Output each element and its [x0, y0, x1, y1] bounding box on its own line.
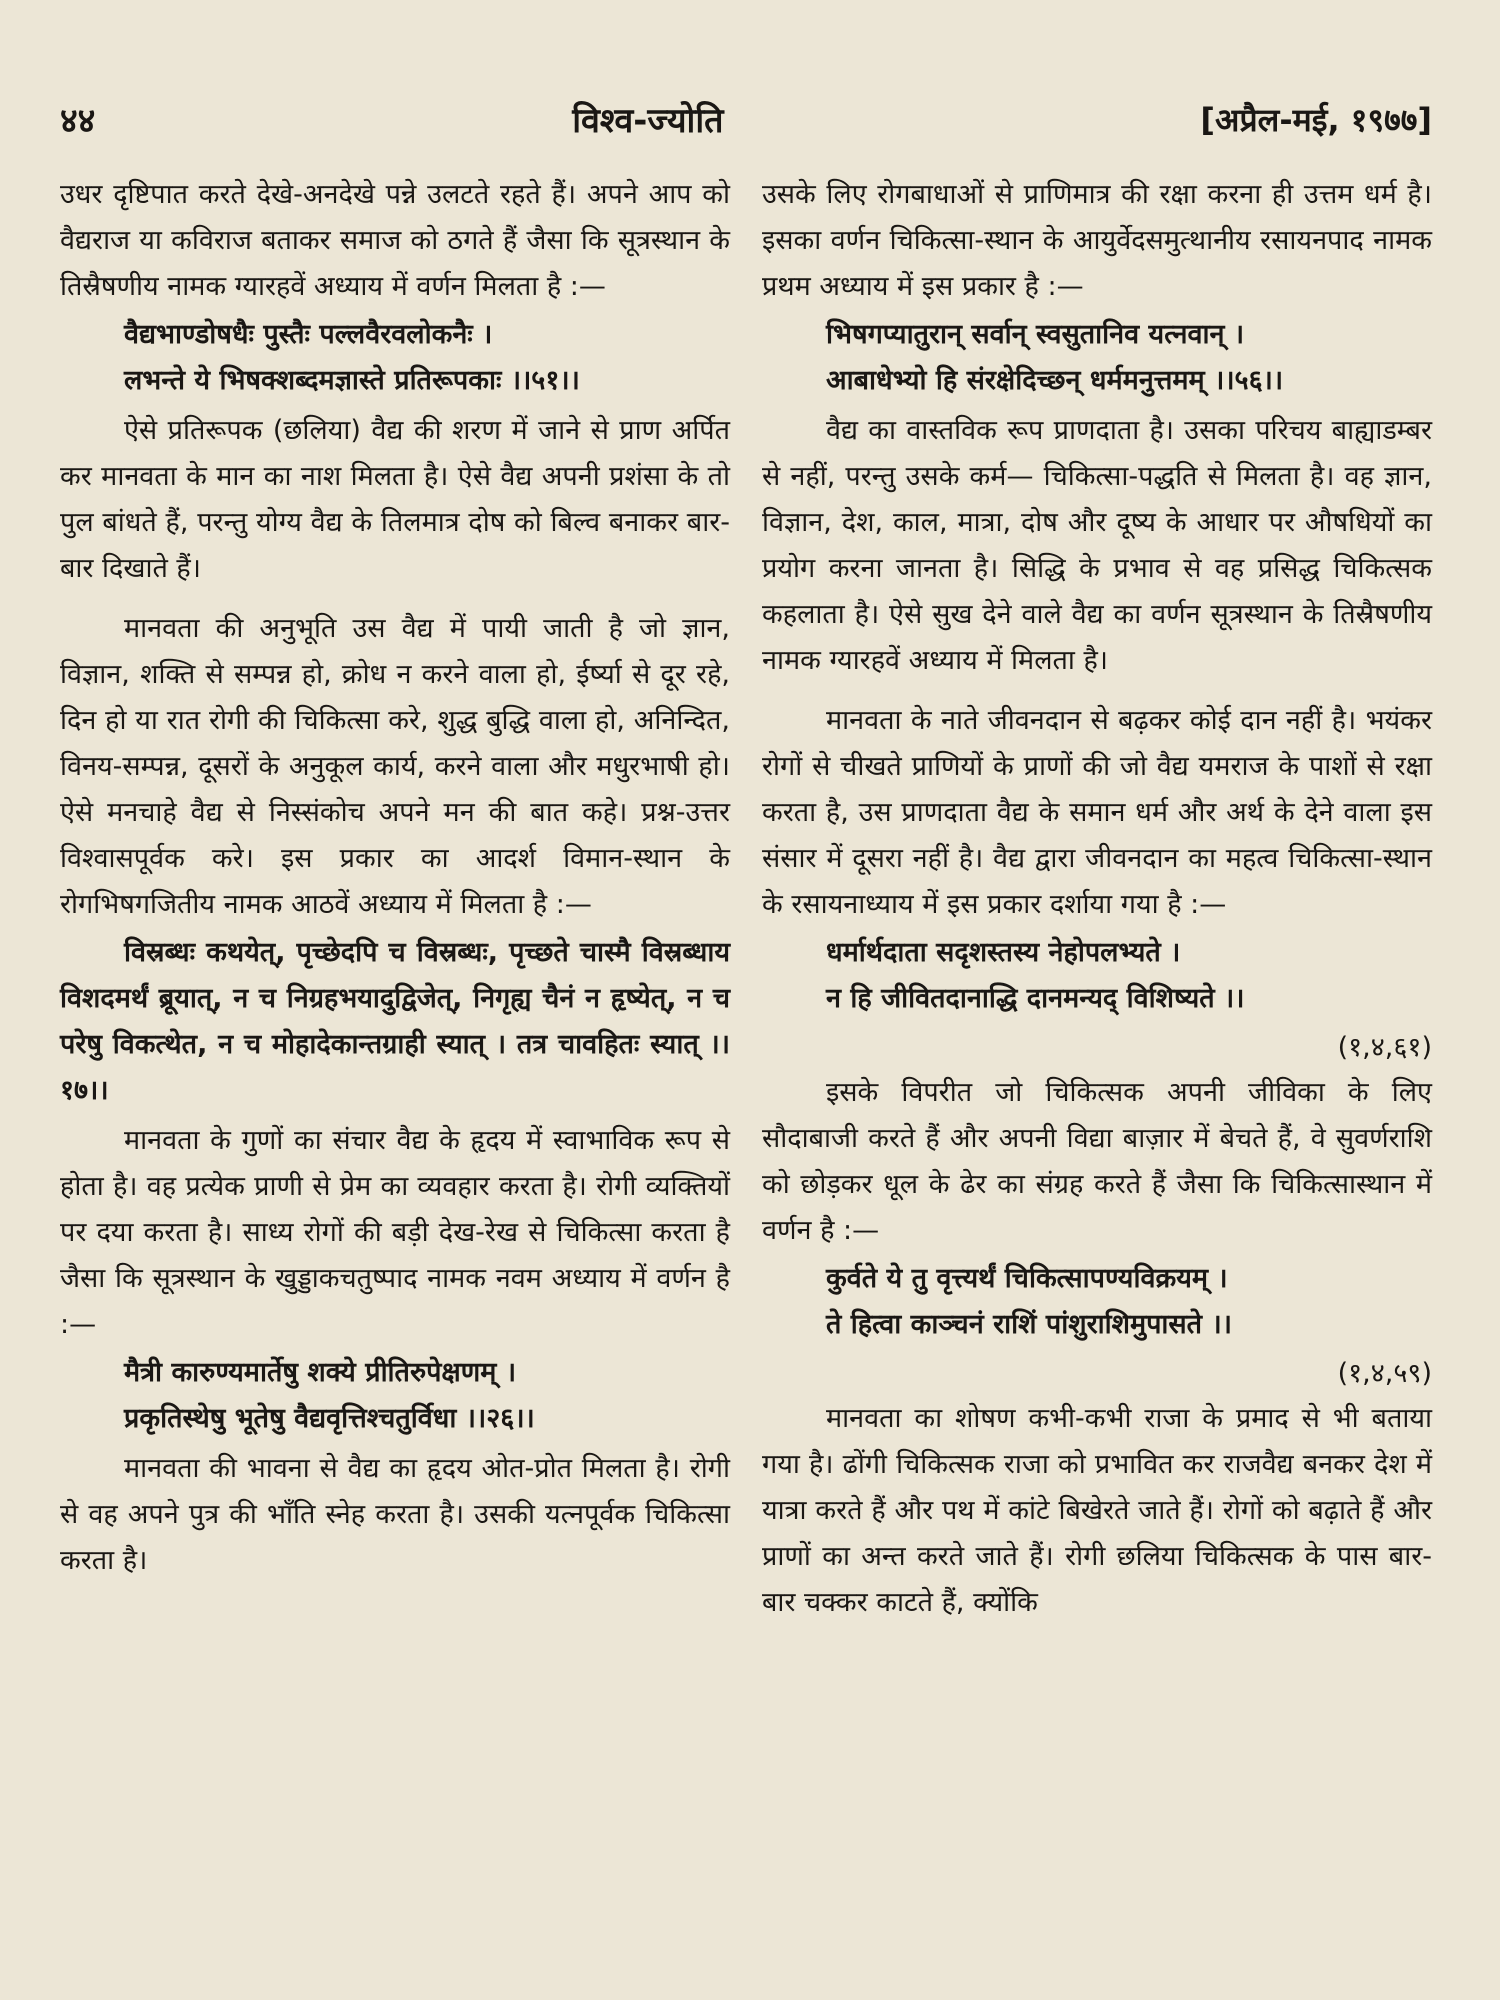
verse-line: भिषगप्यातुरान् सर्वान् स्वसुतानिव यत्नवान् ।: [826, 319, 1245, 350]
paragraph: मानवता की भावना से वैद्य का हृदय ओत-प्रोत मिलता है। रोगी से वह अपने पुत्र की भाँति स्नेह करता है। उसकी यत्नपूर्वक चिकित्सा करता है।: [60, 1453, 730, 1576]
paragraph: मानवता का शोषण कभी-कभी राजा के प्रमाद से भी बताया गया है। ढोंगी चिकित्सक राजा को प्रभावित कर राजवैद्य बनकर देश में यात्रा करते हैं और पथ में कांटे बिखेरते जाते हैं। रोगों को बढ़ाते हैं और प्राणों का अन्त करते जाते हैं। रोगी छलिया चिकित्सक के पास बार-बार चक्कर काटते हैं, क्योंकि: [762, 1403, 1432, 1618]
paragraph: वैद्य का वास्तविक रूप प्राणदाता है। उसका परिचय बाह्याडम्बर से नहीं, परन्तु उसके कर्म— चिकित्सा-पद्धति से मिलता है। वह ज्ञान, विज्ञान, देश, काल, मात्रा, दोष और दूष्य के आधार पर औषधियों का प्रयोग करना जानता है। सिद्धि के प्रभाव से वह प्रसिद्ध चिकित्सक कहलाता है। ऐसे सुख देने वाले वैद्य का वर्णन सूत्रस्थान के तिस्रैषणीय नामक ग्यारहवें अध्याय में मिलता है।: [762, 415, 1432, 676]
verse-reference: (१,४,६१): [1337, 1032, 1432, 1063]
paragraph: मानवता की अनुभूति उस वैद्य में पायी जाती है जो ज्ञान, विज्ञान, शक्ति से सम्पन्न हो, क्रोध न करने वाला हो, ईर्ष्या से दूर रहे, दिन हो या रात रोगी की चिकित्सा करे, शुद्ध बुद्धि वाला हो, अनिन्दित, विनय-सम्पन्न, दूसरों के अनुकूल कार्य, करने वाला और मधुरभाषी हो। ऐसे मनचाहे वैद्य से निस्संकोच अपने मन की बात कहे। प्रश्न-उत्तर विश्वासपूर्वक करे। इस प्रकार का आदर्श विमान-स्थान के रोगभिषगजितीय नामक आठवें अध्याय में मिलता है :—: [60, 613, 730, 920]
right-column: [762, 172, 1432, 1626]
sanskrit-verse: [762, 312, 1432, 404]
sanskrit-verse: [762, 930, 1432, 1022]
paragraph: उधर दृष्टिपात करते देखे-अनदेखे पन्ने उलटते रहते हैं। अपने आप को वैद्यराज या कविराज बताकर समाज को ठगते हैं जैसा कि सूत्रस्थान के तिस्रैषणीय नामक ग्यारहवें अध्याय में वर्णन मिलता है :—: [60, 179, 730, 302]
verse-line: लभन्ते ये भिषक्शब्दमज्ञास्ते प्रतिरूपकाः ।।५१।।: [124, 365, 580, 396]
paragraph: मानवता के गुणों का संचार वैद्य के हृदय में स्वाभाविक रूप से होता है। वह प्रत्येक प्राणी से प्रेम का व्यवहार करता है। रोगी व्यक्तियों पर दया करता है। साध्य रोगों की बड़ी देख-रेख से चिकित्सा करता है जैसा कि सूत्रस्थान के खुड्डाकचतुष्पाद नामक नवम अध्याय में वर्णन है :—: [60, 1125, 730, 1340]
verse-prose: विस्रब्धः कथयेत्, पृच्छेदपि च विस्रब्धः, पृच्छते चास्मै विस्रब्धाय विशदमर्थं ब्रूयात्, न च निग्रहभयादुद्विजेत्, निगृह्य चैनं न हृष्येत्, न च परेषु विकत्थेत, न च मोहादेकान्तग्राही स्यात् । तत्र चावहितः स्यात् ।।१७।।: [60, 937, 730, 1106]
verse-line: ते हित्वा काञ्चनं राशिं पांशुराशिमुपासते ।।: [826, 1309, 1232, 1340]
verse-line: कुर्वते ये तु वृत्त्यर्थं चिकित्सापण्यविक्रयम् ।: [826, 1263, 1228, 1294]
sanskrit-verse: [60, 1350, 730, 1442]
sanskrit-verse: [762, 1256, 1432, 1348]
verse-line: वैद्यभाण्डोषधैः पुस्तैः पल्लवैरवलोकनैः ।: [124, 319, 493, 350]
sanskrit-verse: [60, 930, 730, 1114]
paragraph: उसके लिए रोगबाधाओं से प्राणिमात्र की रक्षा करना ही उत्तम धर्म है। इसका वर्णन चिकित्सा-स्थान के आयुर्वेदसमुत्थानीय रसायनपाद नामक प्रथम अध्याय में इस प्रकार है :—: [762, 179, 1432, 302]
page-header: [60, 96, 1432, 142]
left-column: [60, 172, 730, 1626]
verse-line: आबाधेभ्यो हि संरक्षेदिच्छन् धर्ममनुत्तमम् ।।५६।।: [826, 365, 1284, 396]
sanskrit-verse: [60, 312, 730, 404]
verse-line: धर्मार्थदाता सदृशस्तस्य नेहोपलभ्यते ।: [826, 937, 1181, 968]
paragraph: इसके विपरीत जो चिकित्सक अपनी जीविका के लिए सौदाबाजी करते हैं और अपनी विद्या बाज़ार में बेचते हैं, वे सुवर्णराशि को छोड़कर धूल के ढेर का संग्रह करते हैं जैसा कि चिकित्सास्थान में वर्णन है :—: [762, 1077, 1432, 1246]
verse-line: मैत्री कारुण्यमार्तेषु शक्ये प्रीतिरुपेक्षणम् ।: [124, 1357, 517, 1388]
page-number: ४४: [60, 101, 96, 141]
magazine-title: विश्व-ज्योति: [572, 101, 724, 141]
paragraph: मानवता के नाते जीवनदान से बढ़कर कोई दान नहीं है। भयंकर रोगों से चीखते प्राणियों के प्राणों की जो वैद्य यमराज के पाशों से रक्षा करता है, उस प्राणदाता वैद्य के समान धर्म और अर्थ के देने वाला इस संसार में दूसरा नहीं है। वैद्य द्वारा जीवनदान का महत्व चिकित्सा-स्थान के रसायनाध्याय में इस प्रकार दर्शाया गया है :—: [762, 705, 1432, 920]
verse-line: प्रकृतिस्थेषु भूतेषु वैद्यवृत्तिश्चतुर्विधा ।।२६।।: [124, 1403, 535, 1434]
issue-date: [अप्रैल-मई, १९७७]: [1200, 100, 1432, 139]
verse-line: न हि जीवितदानाद्धि दानमन्यद् विशिष्यते ।।: [826, 983, 1245, 1014]
text-columns: [60, 172, 1432, 1626]
verse-reference: (१,४,५९): [1337, 1358, 1432, 1389]
paragraph: ऐसे प्रतिरूपक (छलिया) वैद्य की शरण में जाने से प्राण अर्पित कर मानवता के मान का नाश मिलता है। ऐसे वैद्य अपनी प्रशंसा के तो पुल बांधते हैं, परन्तु योग्य वैद्य के तिलमात्र दोष को बिल्व बनाकर बार-बार दिखाते हैं।: [60, 415, 730, 584]
